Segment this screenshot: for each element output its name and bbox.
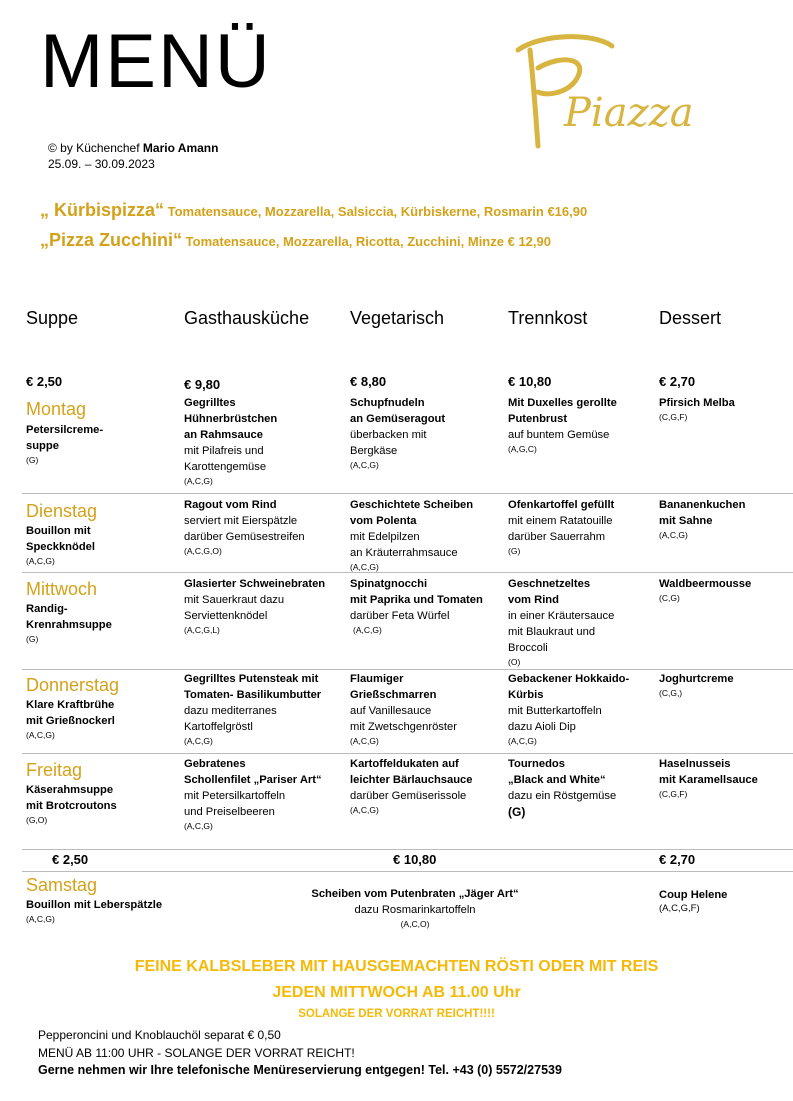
gasthaus-montag bbox=[184, 395, 277, 487]
credit-block bbox=[48, 140, 218, 172]
menu-text-line: überbacken mit bbox=[350, 429, 427, 441]
promo-line-3: SOLANGE DER VORRAT REICHT!!!! bbox=[298, 1008, 495, 1020]
menu-text-line: dazu mediterranes bbox=[184, 705, 277, 717]
menu-text-line: (A,C,G) bbox=[184, 821, 213, 831]
price-vegetarisch: € 8,80 bbox=[350, 374, 387, 389]
menu-text-line: (A,C,G) bbox=[350, 805, 379, 815]
menu-text-line: Schollenfilet „Pariser Art“ bbox=[184, 774, 322, 786]
dessert-samstag bbox=[659, 887, 727, 915]
menu-text-line: mit Sahne bbox=[659, 515, 713, 527]
day-name-freitag: Freitag bbox=[26, 760, 83, 780]
vegetarisch-dienstag bbox=[350, 497, 473, 573]
menu-text-line: mit Sauerkraut dazu bbox=[184, 594, 285, 606]
page-title: MENÜ bbox=[40, 19, 272, 104]
menu-text-line: mit Blaukraut und bbox=[508, 626, 596, 638]
menu-text-line: darüber Feta Würfel bbox=[350, 610, 450, 622]
dessert-mittwoch bbox=[659, 576, 751, 604]
suppe-dienstag bbox=[26, 523, 95, 567]
menu-text-line: an Gemüseragout bbox=[350, 413, 446, 425]
menu-text-line: (A,C,G) bbox=[353, 625, 382, 635]
menu-text-line: (C,G,F) bbox=[659, 789, 688, 799]
menu-text-line: mit Petersilkartoffeln bbox=[184, 790, 286, 802]
menu-text-line: (G) bbox=[26, 634, 39, 644]
special-name: „ Kürbispizza“ bbox=[40, 200, 165, 220]
menu-text-line: (A,C,G,L) bbox=[184, 625, 220, 635]
column-header-trennkost: Trennkost bbox=[508, 308, 588, 328]
column-header-dessert: Dessert bbox=[659, 308, 722, 328]
menu-text-line: Geschichtete Scheiben bbox=[350, 499, 474, 511]
menu-text-line: Scheiben vom Putenbraten „Jäger Art“ bbox=[311, 888, 519, 900]
trennkost-dienstag bbox=[508, 497, 614, 557]
menu-text-line: Spinatgnocchi bbox=[350, 578, 428, 590]
menu-text-line: Haselnusseis bbox=[659, 758, 731, 770]
menu-text-line: (A,C,G) bbox=[184, 736, 213, 746]
chef-name: Mario Amann bbox=[142, 141, 219, 155]
trennkost-mittwoch bbox=[508, 576, 614, 668]
menu-text-line: vom Polenta bbox=[350, 515, 417, 527]
column-header-vegetarisch: Vegetarisch bbox=[350, 308, 445, 328]
menu-text-line: (G,O) bbox=[26, 815, 48, 825]
menu-text-line: Putenbrust bbox=[508, 413, 568, 425]
special-price: €16,90 bbox=[547, 204, 588, 219]
menu-text-line: mit Edelpilzen bbox=[350, 531, 420, 543]
menu-text-line: (A,C,G) bbox=[184, 476, 213, 486]
menu-text-line: serviert mit Eierspätzle bbox=[184, 515, 298, 527]
menu-text-line: Petersilcreme- bbox=[26, 424, 104, 436]
menu-text-line: Pfirsich Melba bbox=[659, 397, 735, 409]
menu-text-line: Ragout vom Rind bbox=[184, 499, 277, 511]
dessert-montag bbox=[659, 395, 735, 423]
main-samstag bbox=[300, 886, 530, 930]
menu-text-line: Coup Helene bbox=[659, 889, 728, 901]
menu-text-line: Bouillon mit bbox=[26, 525, 91, 537]
menu-text-line: Krenrahmsuppe bbox=[26, 619, 112, 631]
menu-text-line: (C,G) bbox=[659, 593, 680, 603]
date-range: 25.09. – 30.09.2023 bbox=[48, 157, 155, 171]
menu-text-line: (A,C,G) bbox=[508, 736, 537, 746]
row-divider bbox=[22, 753, 793, 754]
column-header-gasthaus: Gasthausküche bbox=[184, 308, 310, 328]
special-desc: Tomatensauce, Mozzarella, Ricotta, Zucchini, Minze bbox=[185, 234, 504, 249]
menu-text-line: in einer Kräutersauce bbox=[508, 610, 615, 622]
menu-text-line: (G) bbox=[508, 546, 521, 556]
menu-text-line: (A,C,G) bbox=[350, 736, 379, 746]
footer-note-1: Pepperoncini und Knoblauchöl separat € 0,50 bbox=[38, 1028, 281, 1042]
dessert-donnerstag bbox=[659, 671, 734, 699]
menu-text-line: Gegrilltes bbox=[184, 397, 236, 409]
row-divider bbox=[22, 669, 793, 670]
special-name: „Pizza Zucchini“ bbox=[40, 230, 183, 250]
menu-text-line: Käserahmsuppe bbox=[26, 784, 114, 796]
menu-text-line: Tournedos bbox=[508, 758, 565, 770]
menu-text-line: leichter Bärlauchsauce bbox=[350, 774, 473, 786]
footer-reservation: Gerne nehmen wir Ihre telefonische Menüreservierung entgegen! Tel. +43 (0) 5572/27539 bbox=[38, 1063, 562, 1077]
price-dessert: € 2,70 bbox=[659, 374, 696, 389]
special-desc: Tomatensauce, Mozzarella, Salsiccia, Kürbiskerne, Rosmarin bbox=[167, 204, 544, 219]
menu-text-line: suppe bbox=[26, 440, 59, 452]
special-item bbox=[40, 196, 587, 226]
menu-text-line: Flaumiger bbox=[350, 673, 404, 685]
menu-text-line: (A,C,G) bbox=[350, 562, 379, 572]
menu-text-line: (G) bbox=[26, 455, 39, 465]
menu-text-line: (C,G,) bbox=[659, 688, 683, 698]
suppe-freitag bbox=[26, 782, 117, 826]
column-header-suppe: Suppe bbox=[26, 308, 79, 328]
menu-text-line: an Rahmsauce bbox=[184, 429, 263, 441]
price-gasthaus: € 9,80 bbox=[184, 377, 221, 392]
menu-text-line: Randig- bbox=[26, 603, 68, 615]
menu-text-line: mit Zwetschgenröster bbox=[350, 721, 457, 733]
special-item bbox=[40, 226, 587, 256]
menu-text-line: Gebratenes bbox=[184, 758, 246, 770]
menu-text-line: dazu Rosmarinkartoffeln bbox=[354, 904, 476, 916]
menu-text-line: Bouillon mit Leberspätzle bbox=[26, 899, 163, 911]
menu-text-line: vom Rind bbox=[508, 594, 559, 606]
menu-text-line: Grießschmarren bbox=[350, 689, 437, 701]
menu-text-line: darüber Sauerrahm bbox=[508, 531, 606, 543]
menu-text-line: Gebackener Hokkaido- bbox=[508, 673, 630, 685]
menu-text-line: darüber Gemüsestreifen bbox=[184, 531, 305, 543]
day-name-montag: Montag bbox=[26, 399, 87, 419]
menu-text-line: Joghurtcreme bbox=[659, 673, 734, 685]
menu-text-line: (A,G,C) bbox=[508, 444, 537, 454]
menu-text-line: Schupfnudeln bbox=[350, 397, 425, 409]
menu-text-line: Ofenkartoffel gefüllt bbox=[508, 499, 615, 511]
promo-line-1: FEINE KALBSLEBER MIT HAUSGEMACHTEN RÖSTI ODER MIT REIS bbox=[134, 958, 659, 975]
menu-text-line: Kürbis bbox=[508, 689, 544, 701]
suppe-montag bbox=[26, 422, 103, 466]
gasthaus-donnerstag bbox=[184, 671, 321, 747]
menu-text-line: (A,C,G) bbox=[26, 914, 55, 924]
menu-text-line: (A,C,G,F) bbox=[659, 903, 700, 914]
piazza-logo bbox=[500, 28, 694, 156]
menu-text-line: mit Paprika und Tomaten bbox=[350, 594, 483, 606]
menu-text-line: (A,C,G) bbox=[350, 460, 379, 470]
day-name-dienstag: Dienstag bbox=[26, 501, 98, 521]
menu-text-line: Serviettenknödel bbox=[184, 610, 268, 622]
menu-text-line: Broccoli bbox=[508, 642, 548, 654]
price-suppe: € 2,50 bbox=[26, 374, 63, 389]
menu-text-line: und Preiselbeeren bbox=[184, 806, 275, 818]
price-samstag-dessert: € 2,70 bbox=[659, 852, 696, 867]
menu-text-line: Bananenkuchen bbox=[659, 499, 746, 511]
menu-text-line: (O) bbox=[508, 657, 521, 667]
trennkost-montag bbox=[508, 395, 617, 455]
row-divider bbox=[22, 572, 793, 573]
dessert-freitag bbox=[659, 756, 758, 800]
menu-text-line: Karottengemüse bbox=[184, 461, 267, 473]
day-name-mittwoch: Mittwoch bbox=[26, 579, 98, 599]
gasthaus-dienstag bbox=[184, 497, 305, 557]
menu-text-line: „Black and White“ bbox=[508, 774, 606, 786]
dessert-dienstag bbox=[659, 497, 745, 541]
menu-text-line: Tomaten- Basilikumbutter bbox=[184, 689, 322, 701]
menu-text-line: Hühnerbrüstchen bbox=[184, 413, 278, 425]
promo-line-2: JEDEN MITTWOCH AB 11.00 Uhr bbox=[272, 984, 521, 1001]
menu-text-line: dazu Aioli Dip bbox=[508, 721, 576, 733]
gasthaus-mittwoch bbox=[184, 576, 325, 636]
row-divider bbox=[22, 493, 793, 494]
menu-text-line: Piazza bbox=[564, 90, 694, 136]
special-price: € 12,90 bbox=[507, 234, 551, 249]
gasthaus-freitag bbox=[184, 756, 322, 832]
vegetarisch-montag bbox=[350, 395, 445, 471]
menu-text-line: Kartoffelgröstl bbox=[184, 721, 253, 733]
day-name-samstag: Samstag bbox=[26, 875, 98, 895]
pizza-specials bbox=[40, 196, 587, 256]
menu-text-line: Klare Kraftbrühe bbox=[26, 699, 115, 711]
menu-text-line: Glasierter Schweinebraten bbox=[184, 578, 326, 590]
menu-text-line: Bergkäse bbox=[350, 445, 398, 457]
menu-text-line: mit Grießnockerl bbox=[26, 715, 115, 727]
menu-text-line: Kartoffeldukaten auf bbox=[350, 758, 459, 770]
trennkost-freitag bbox=[508, 756, 616, 820]
menu-text-line: (A,C,G) bbox=[26, 730, 55, 740]
suppe-samstag bbox=[26, 897, 162, 925]
menu-text-line: (C,G,F) bbox=[659, 412, 688, 422]
menu-text-line: dazu ein Röstgemüse bbox=[508, 790, 617, 802]
menu-text-line: (G) bbox=[508, 805, 526, 819]
price-samstag-suppe: € 2,50 bbox=[52, 852, 89, 867]
menu-text-line: darüber Gemüserissole bbox=[350, 790, 467, 802]
vegetarisch-freitag bbox=[350, 756, 473, 816]
row-divider bbox=[22, 871, 793, 872]
menu-text-line: Gegrilltes Putensteak mit bbox=[184, 673, 319, 685]
credit-prefix: © by Küchenchef bbox=[48, 141, 143, 155]
price-samstag-main: € 10,80 bbox=[393, 852, 437, 867]
menu-text-line: (A,C,G,O) bbox=[184, 546, 222, 556]
menu-text-line: mit Butterkartoffeln bbox=[508, 705, 602, 717]
menu-text-line: Speckknödel bbox=[26, 541, 96, 553]
menu-text-line: mit Brotcroutons bbox=[26, 800, 117, 812]
day-name-donnerstag: Donnerstag bbox=[26, 675, 120, 695]
vegetarisch-donnerstag bbox=[350, 671, 457, 747]
row-divider bbox=[22, 849, 793, 850]
price-trennkost: € 10,80 bbox=[508, 374, 552, 389]
menu-text-line: (A,C,O) bbox=[400, 919, 430, 929]
menu-text-line: Mit Duxelles gerollte bbox=[508, 397, 617, 409]
menu-text-line: (A,C,G) bbox=[26, 556, 55, 566]
menu-text-line: Geschnetzeltes bbox=[508, 578, 591, 590]
footer-note-2: MENÜ AB 11:00 UHR - SOLANGE DER VORRAT REICHT! bbox=[38, 1046, 355, 1060]
menu-text-line: auf Vanillesauce bbox=[350, 705, 432, 717]
menu-text-line: mit Karamellsauce bbox=[659, 774, 758, 786]
menu-text-line: mit einem Ratatouille bbox=[508, 515, 613, 527]
menu-text-line: auf buntem Gemüse bbox=[508, 429, 610, 441]
menu-text-line: an Kräuterrahmsauce bbox=[350, 547, 458, 559]
suppe-donnerstag bbox=[26, 697, 115, 741]
trennkost-donnerstag bbox=[508, 671, 629, 747]
menu-text-line: (A,C,G) bbox=[659, 530, 688, 540]
menu-text-line: Waldbeermousse bbox=[659, 578, 752, 590]
suppe-mittwoch bbox=[26, 601, 112, 645]
vegetarisch-mittwoch bbox=[350, 576, 483, 636]
menu-text-line: mit Pilafreis und bbox=[184, 445, 264, 457]
